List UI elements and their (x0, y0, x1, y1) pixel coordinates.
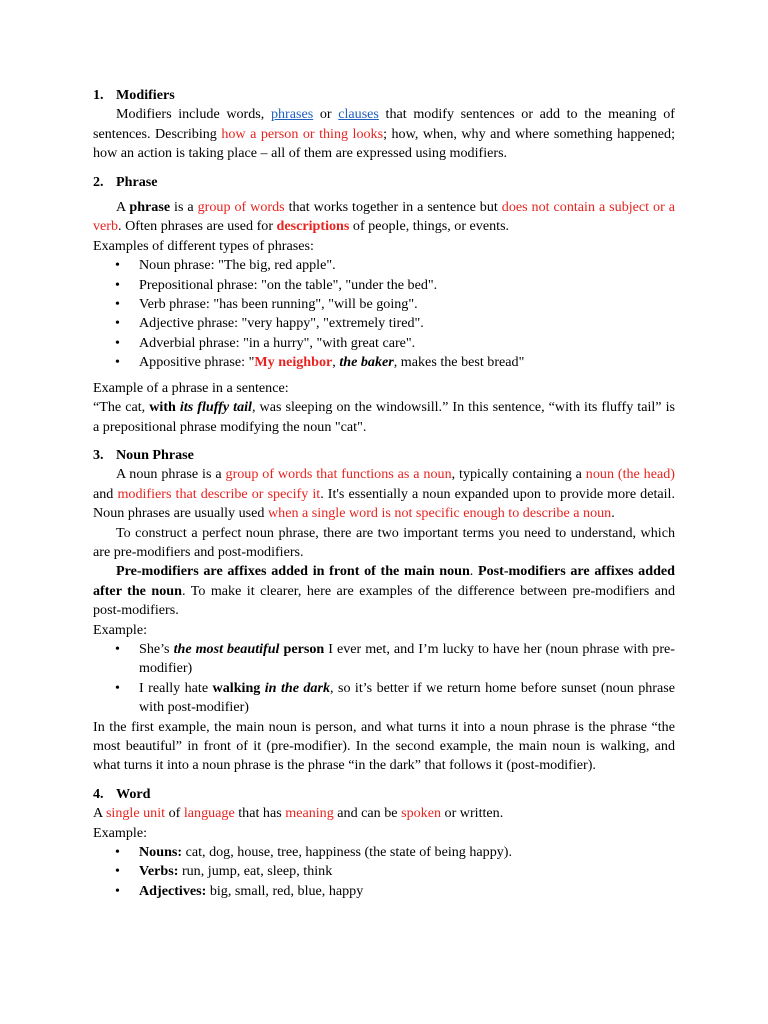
list-item: • Verbs: run, jump, eat, sleep, think (93, 862, 675, 881)
list-item: • Prepositional phrase: "on the table", "under the bed". (93, 276, 675, 295)
bullet-icon: • (115, 277, 120, 293)
phrase-sentence-intro: Example of a phrase in a sentence: (93, 379, 289, 396)
phrases-link[interactable]: phrases (270, 106, 314, 123)
bullet-icon: • (115, 355, 120, 371)
phrase-examples-intro: Examples of different types of phrases: (93, 237, 314, 254)
heading-noun-phrase: 3. Noun Phrase (93, 446, 194, 463)
phrase-sentence-example: “The cat, with its fluffy tail, was sleeping on the windowsill.” In this sentence, “with its fluffy tail” is a prepositional phrase modifying the noun "cat". (93, 399, 675, 435)
bullet-icon: • (115, 258, 120, 274)
list-item: • Nouns: cat, dog, house, tree, happiness (the state of being happy). (93, 843, 675, 862)
bullet-icon: • (115, 864, 120, 880)
word-example-label: Example: (93, 824, 148, 841)
noun-phrase-definition: A noun phrase is a group of words that functions as a noun, typically containing a noun (the head) and modifiers that describe or specify it. It's essentially a noun expanded upon to provide more detail. Noun phrases are usually used when a single word is not specific enough to describe a noun. (93, 466, 676, 522)
list-item: • I really hate walking in the dark, so it’s better if we return home before sunset (noun phrase with post-modifier) (115, 679, 675, 716)
bullet-icon: • (115, 297, 120, 313)
noun-phrase-example-label: Example: (93, 621, 148, 638)
heading-word: 4. Word (93, 785, 151, 802)
word-examples-list (93, 843, 675, 901)
list-item: • Noun phrase: "The big, red apple". (93, 256, 675, 275)
noun-phrase-explanation: In the first example, the main noun is person, and what turns it into a noun phrase is the phrase “the most beautiful” in front of it (pre-modifier). In the second example, the main noun is walking, and what turns it into a noun phrase is the phrase “in the dark” that follows it (post-modifier). (93, 718, 675, 774)
list-item: • Adverbial phrase: "in a hurry", "with great care". (93, 334, 675, 353)
heading-phrase: 2. Phrase (93, 173, 158, 190)
bullet-icon: • (115, 845, 120, 861)
bullet-icon: • (115, 335, 120, 351)
list-item: • Appositive phrase: "My neighbor, the baker, makes the best bread" (93, 353, 675, 372)
list-item: • Adjectives: big, small, red, blue, happy (93, 882, 675, 901)
list-item: • Adjective phrase: "very happy", "extremely tired". (93, 314, 675, 333)
modifiers-paragraph: Modifiers include words, phrases or clauses that modify sentences or add to the meaning of sentences. Describing how a person or thing looks; how, when, why and where something happened; how an action is taking place – all of them are expressed using modifiers. (93, 106, 675, 162)
bullet-icon: • (115, 641, 120, 657)
heading-modifiers: 1. Modifiers (93, 87, 175, 103)
word-definition: A single unit of language that has meaning and can be spoken or written. (93, 805, 504, 822)
document-page (93, 86, 675, 901)
phrase-definition: A phrase is a group of words that works together in a sentence but does not contain a subject or a verb. Often phrases are used for descriptions of people, things, or events. (93, 199, 675, 235)
list-item: • She’s the most beautiful person I ever met, and I’m lucky to have her (noun phrase with pre-modifier) (115, 640, 675, 677)
bullet-icon: • (115, 316, 120, 332)
noun-phrase-examples-list (93, 640, 675, 718)
clauses-link[interactable]: clauses (338, 106, 379, 123)
noun-phrase-construct: To construct a perfect noun phrase, there are two important terms you need to understand, which are pre-modifiers and post-modifiers. (93, 524, 675, 560)
bullet-icon: • (115, 680, 120, 696)
list-item: • Verb phrase: "has been running", "will be going". (93, 295, 675, 314)
bullet-icon: • (115, 883, 120, 899)
phrase-types-list (93, 256, 675, 372)
modifier-definitions: Pre-modifiers are affixes added in front of the main noun. Post-modifiers are affixes added after the noun. To make it clearer, here are examples of the difference between pre-modifiers and post-modifiers. (93, 563, 676, 619)
